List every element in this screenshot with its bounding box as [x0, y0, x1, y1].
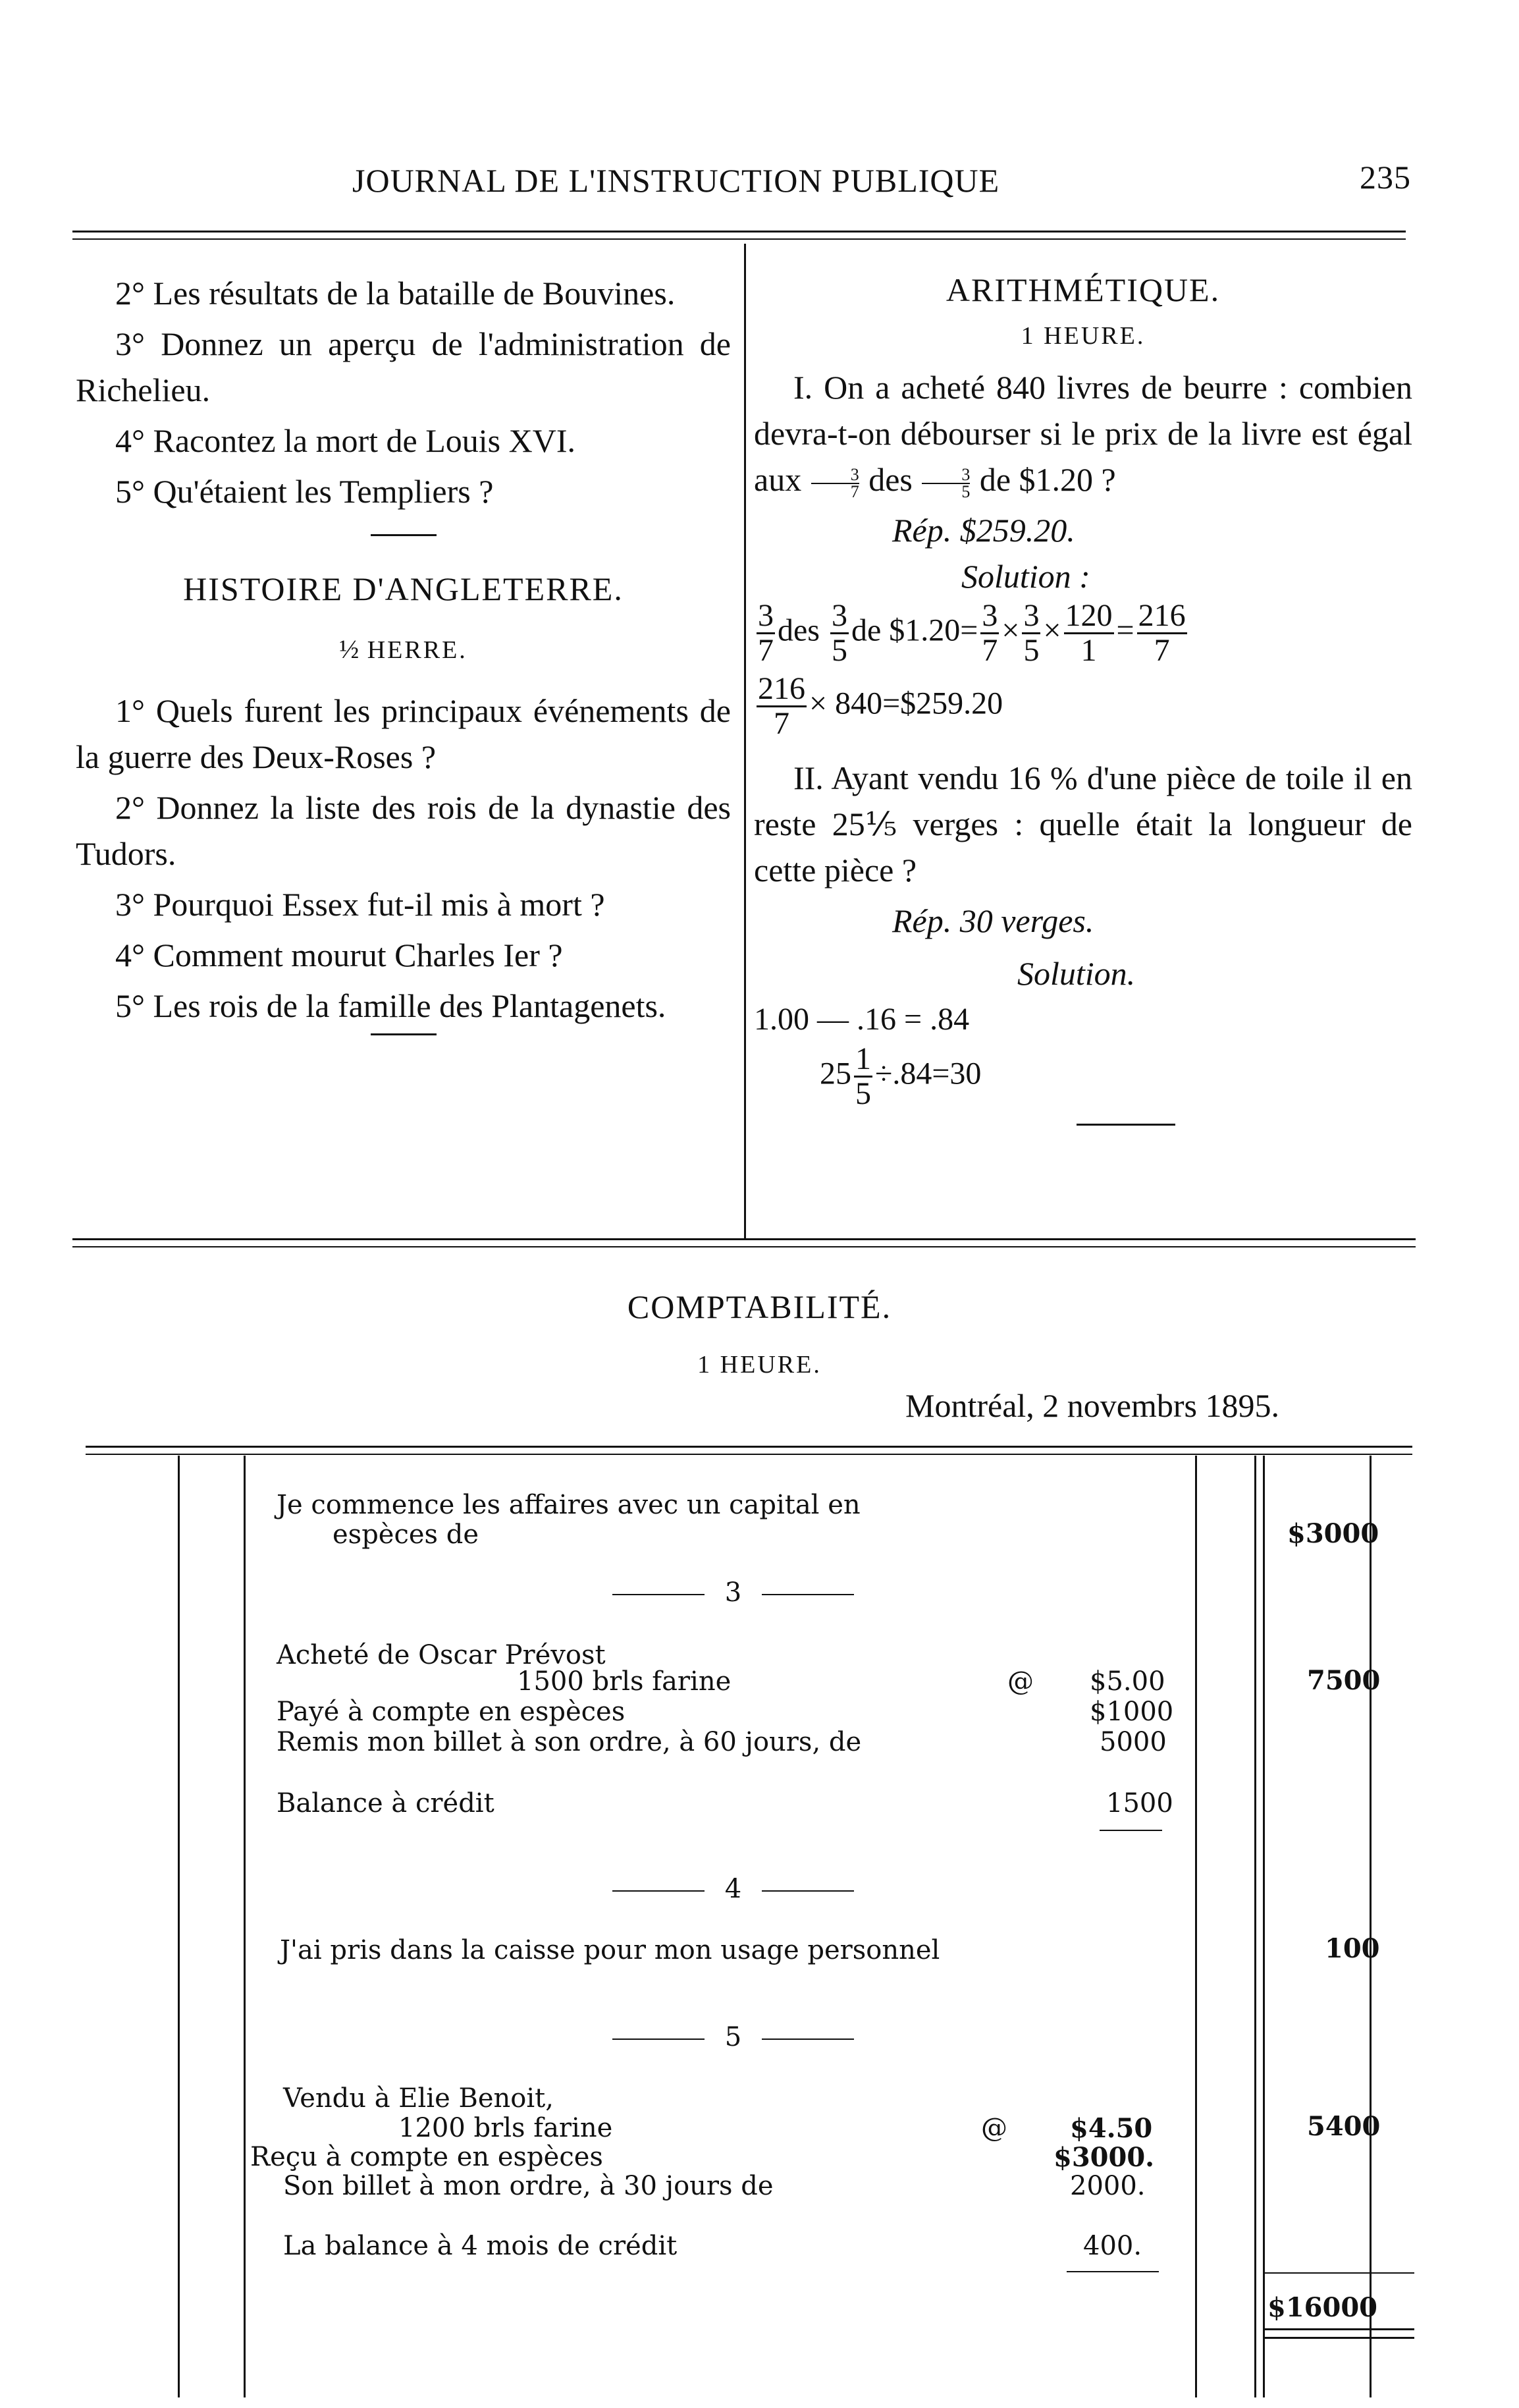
solution-2-line-2: 25 $\frac{1}{5}$ ÷.84=30 [820, 1041, 982, 1111]
arith-duration: 1 HEURE. [1021, 322, 1146, 350]
entry-2-at: @ [1007, 1666, 1034, 1697]
duration-word: HERRE. [367, 636, 467, 664]
entry-4-amount: 5400 [1307, 2111, 1381, 2142]
entry-2-line-4: Remis mon billet à son ordre, à 60 jours, de [277, 1727, 862, 1757]
entry-2-line-1: Acheté de Oscar Prévost [277, 1640, 606, 1670]
solution-label-1: Solution : [961, 558, 1090, 595]
comptabilite-duration: 1 HEURE. [697, 1351, 822, 1379]
entry-4-line-2: 1200 brls farine [398, 2113, 613, 2143]
sol-frac-e: $\frac{120}{1}$ [1065, 598, 1113, 668]
question-5: 5° Qu'étaient les Templiers ? [115, 473, 494, 510]
sol-frac-f: $\frac{216}{7}$ [1138, 598, 1186, 668]
question-3: 3° Donnez un aperçu de l'administration de Richelieu. [76, 325, 731, 408]
sol-frac-c: $\frac{3}{7}$ [982, 598, 998, 668]
sol-frac-b: $\frac{3}{5}$ [831, 598, 847, 668]
entry-1-line-1: Je commence les affaires avec un capital en [277, 1490, 861, 1520]
entry-4-value-4: 2000. [1070, 2171, 1146, 2201]
section-heading-arith: ARITHMÉTIQUE. [946, 271, 1221, 308]
problem-1-text: I. On a acheté 840 livres de beurre : combien devra-t-on débourser si le prix de la livre est égal aux [754, 369, 1412, 498]
question-b4: 4° Comment mourut Charles Ier ? [115, 937, 563, 973]
duration-fraction: ½ [339, 634, 360, 664]
entry-4-value-5: 400. [1083, 2231, 1142, 2261]
entry-2-price: $5.00 [1090, 1666, 1165, 1697]
section-heading-comptabilite: COMPTABILITÉ. [627, 1288, 892, 1325]
entry-1-line-2: espèces de [333, 1519, 479, 1550]
entry-2-value-5: 1500 [1106, 1788, 1173, 1819]
entry-2-value-3: $1000 [1090, 1697, 1174, 1727]
entry-4-line-1: Vendu à Elie Benoit, [283, 2083, 554, 2114]
sol-frac-d: $\frac{3}{5}$ [1023, 598, 1040, 668]
entry-4-line-3: Reçu à compte en espèces [250, 2142, 603, 2172]
total-rule-bottom-1 [1263, 2328, 1414, 2330]
problem-1-end: de $1.20 ? [979, 461, 1116, 498]
date-separator-4: 4 [612, 1874, 854, 1904]
problem-1-des: des [868, 461, 913, 498]
page-number: 235 [1360, 159, 1411, 196]
date-separator-5: 5 [612, 2022, 854, 2052]
entry-3-line-1: J'ai pris dans la caisse pour mon usage personnel [280, 1935, 940, 1965]
entry-4-price: $4.50 [1070, 2113, 1153, 2144]
question-b1: 1° Quels furent les principaux événements de la guerre des Deux-Roses ? [76, 692, 731, 775]
solution-label-2: Solution. [1017, 955, 1136, 992]
entry-3-amount: 100 [1325, 1933, 1380, 1964]
entry-4-value-3: $3000. [1053, 2142, 1155, 2173]
sol2-frac: $\frac{1}{5}$ [855, 1041, 871, 1111]
entry-2-line-2: 1500 brls farine [517, 1666, 732, 1697]
section-heading-histoire: HISTOIRE D'ANGLETERRE. [183, 570, 624, 607]
entry-1-amount: $3000 [1287, 1518, 1379, 1549]
total-rule-top [1263, 2272, 1414, 2274]
running-title: JOURNAL DE L'INSTRUCTION PUBLIQUE [352, 162, 1000, 199]
question-b5: 5° Les rois de la famille des Plantagenets. [115, 987, 666, 1024]
entry-2-line-3: Payé à compte en espèces [277, 1697, 626, 1727]
question-b2: 2° Donnez la liste des rois de la dynastie des Tudors. [76, 789, 731, 872]
entry-4-line-4: Son billet à mon ordre, à 30 jours de [283, 2171, 774, 2201]
total-rule-bottom-2 [1263, 2337, 1414, 2339]
ledger-date: Montréal, 2 novembrs 1895. [905, 1387, 1279, 1424]
question-4: 4° Racontez la mort de Louis XVI. [115, 422, 575, 459]
entry-2-value-4: 5000 [1100, 1727, 1167, 1757]
entry-2-underline [1100, 1830, 1162, 1831]
entry-2-amount: 7500 [1307, 1665, 1381, 1696]
question-2: 2° Les résultats de la bataille de Bouvines. [115, 275, 676, 312]
sol-frac-g: $\frac{216}{7}$ [758, 671, 805, 741]
ledger-total: $16000 [1267, 2292, 1377, 2323]
entry-2-line-5: Balance à crédit [277, 1788, 494, 1819]
sol-frac-a: $\frac{3}{7}$ [758, 598, 774, 668]
fraction-3-5: $\frac{3}{5}$ [922, 467, 970, 500]
entry-4-line-5: La balance à 4 mois de crédit [283, 2231, 678, 2261]
date-separator-3: 3 [612, 1577, 854, 1608]
solution-1-line-1: $\frac{3}{7}$ des $\frac{3}{5}$ de $1.20= $\frac{3}{7}$ × $\frac{3}{5}$ × $\frac{120}{1}$ = $\frac{216}{7}$ [758, 598, 1186, 668]
fraction-3-7: $\frac{3}{7}$ [811, 467, 859, 500]
problem-2: II. Ayant vendu 16 % d'une pièce de toile il en reste 25⅕ verges : quelle était la longueur de cette pièce ? [754, 759, 1412, 889]
question-b3: 3° Pourquoi Essex fut-il mis à mort ? [115, 886, 605, 923]
solution-1-line-2: $\frac{216}{7}$ × 840=$259.20 [758, 671, 1003, 741]
answer-2: Rép. 30 verges. [892, 902, 1094, 939]
solution-2-line-1: 1.00 — .16 = .84 [754, 1002, 970, 1037]
answer-1: Rép. $259.20. [892, 512, 1075, 549]
entry-4-underline [1067, 2271, 1159, 2272]
entry-4-at: @ [981, 2113, 1007, 2143]
